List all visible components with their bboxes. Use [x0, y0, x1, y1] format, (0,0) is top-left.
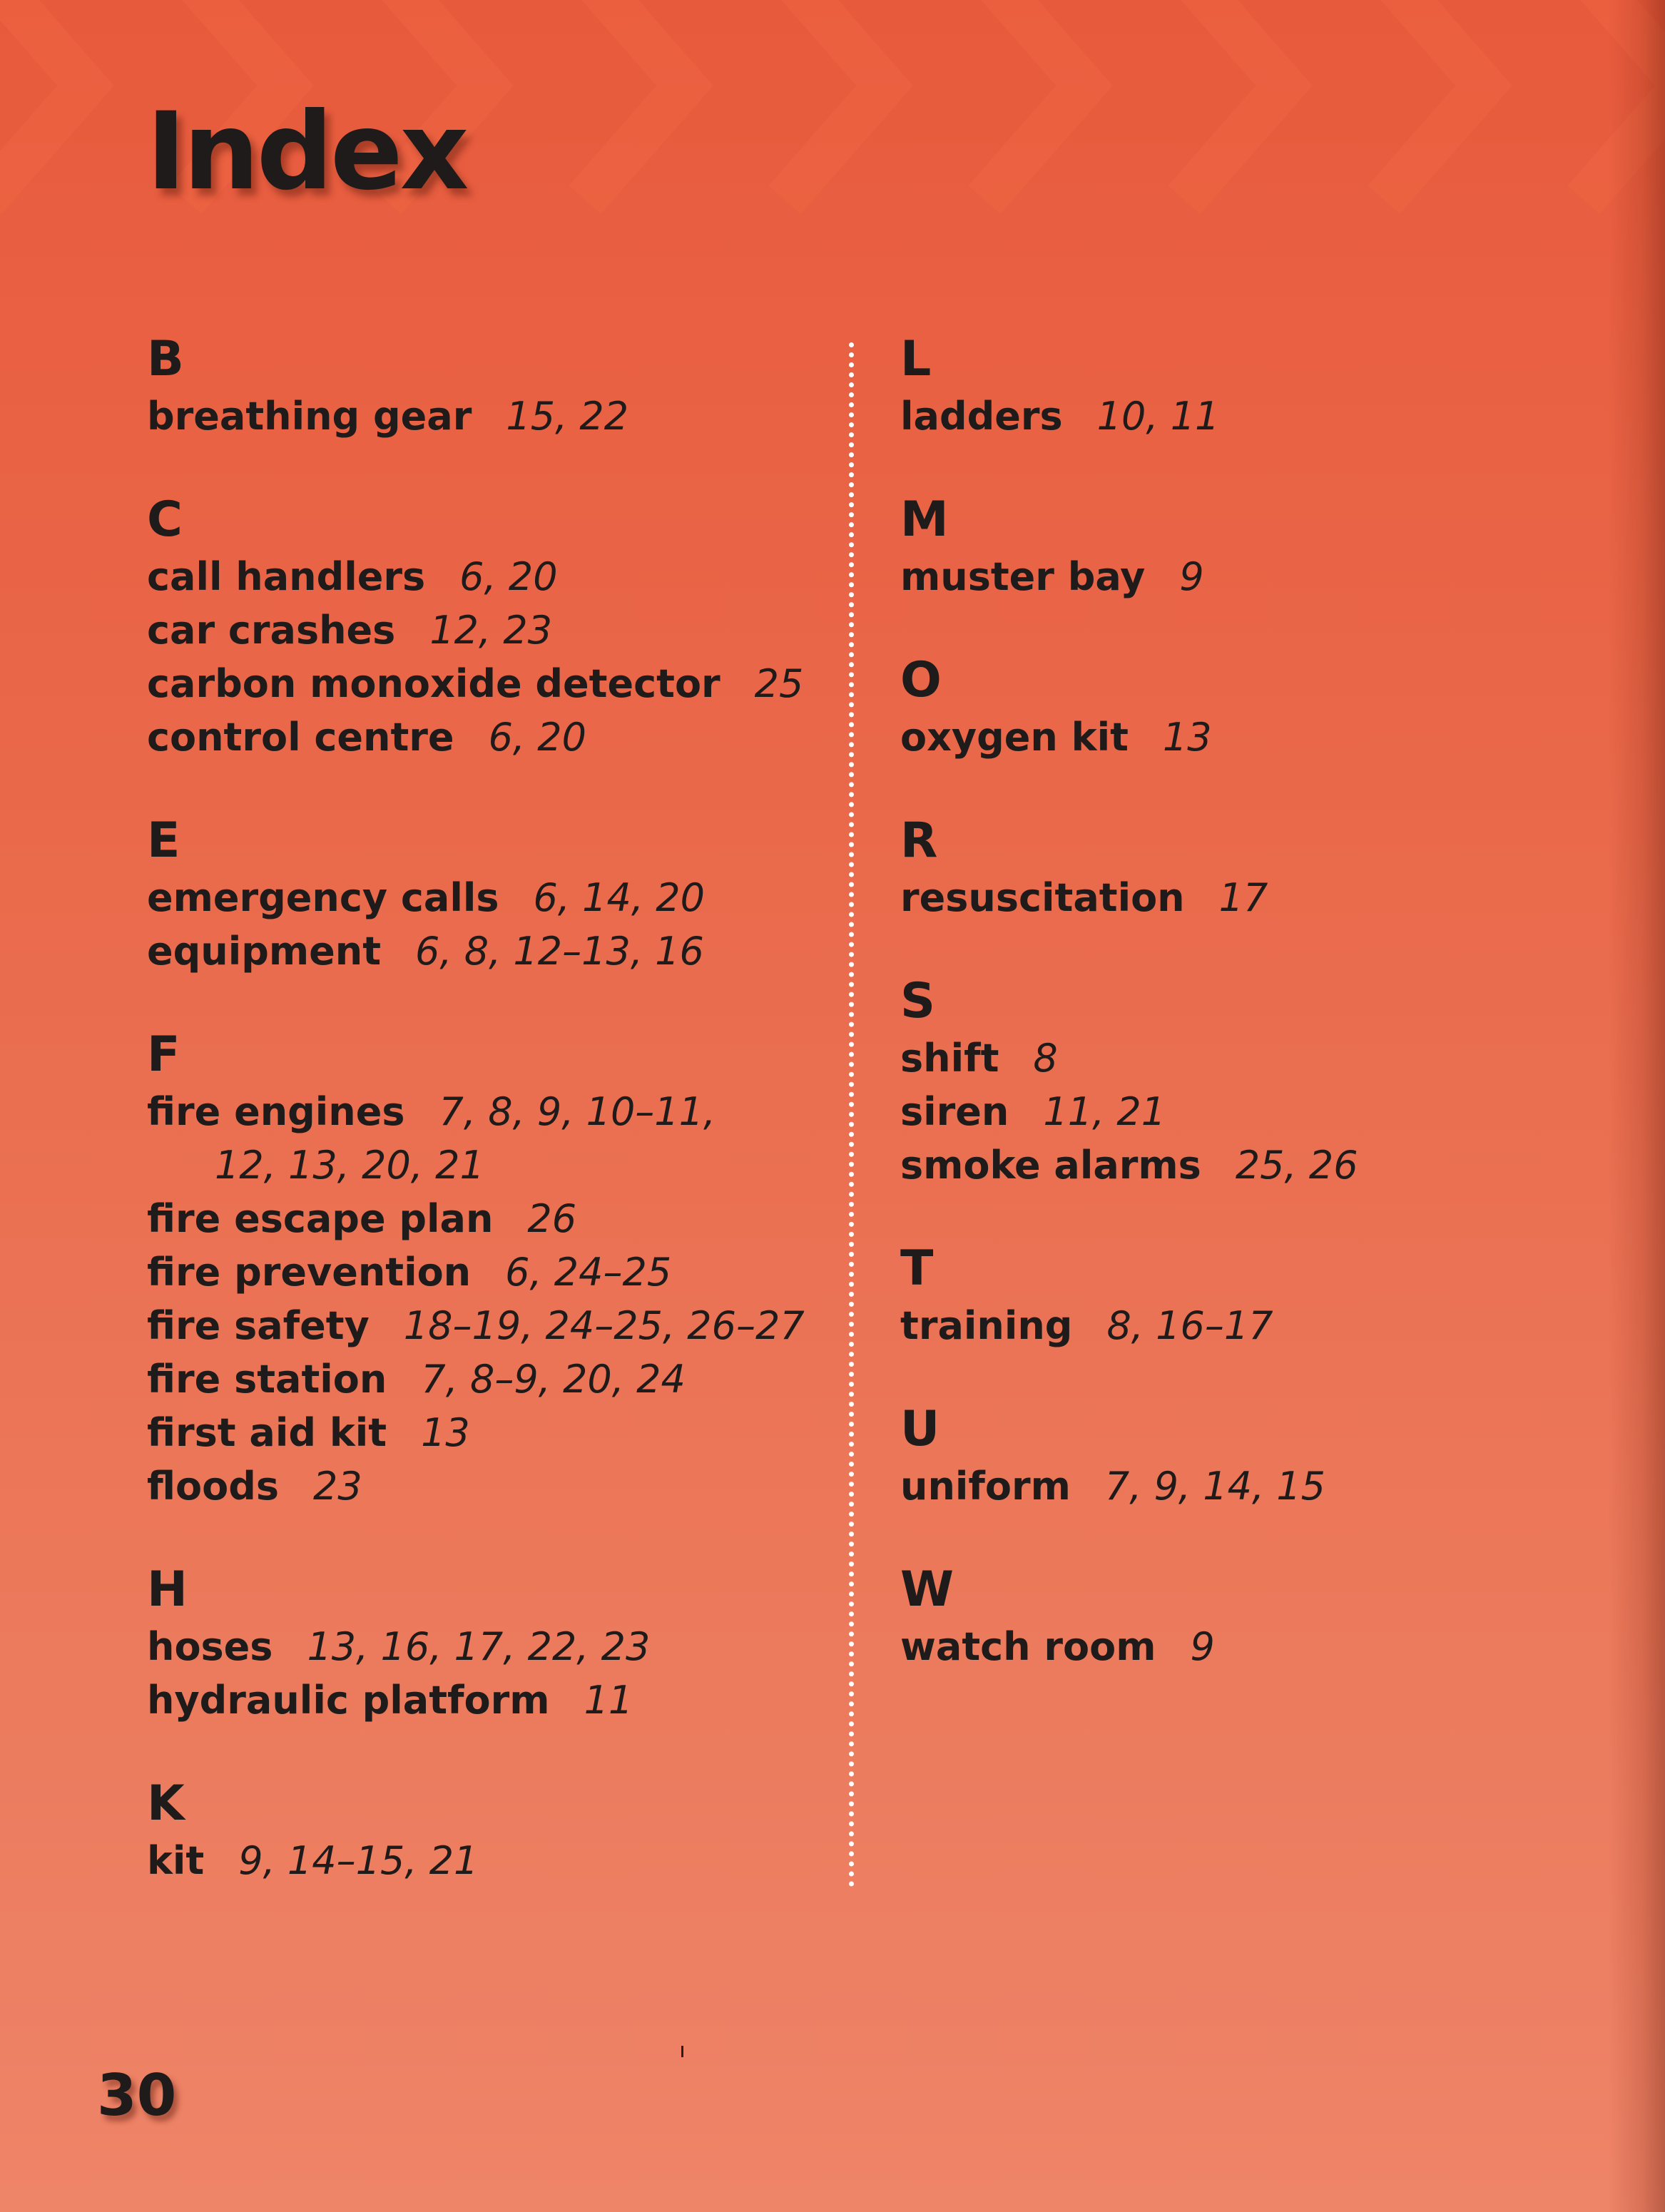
section-letter: H: [147, 1561, 188, 1618]
index-entry: [147, 657, 818, 710]
index-entry: [147, 1299, 818, 1352]
section-letter: B: [147, 331, 184, 387]
section-letter: F: [147, 1026, 180, 1083]
index-section-s: [900, 973, 1542, 1192]
index-pages: 15, 22: [506, 394, 629, 439]
index-pages: 6, 24–25: [505, 1250, 672, 1295]
index-term: breathing gear: [147, 394, 472, 439]
index-section-k: [147, 1775, 818, 1887]
index-entry: [147, 1406, 818, 1459]
index-term: floods: [147, 1464, 280, 1509]
page-edge-shadow: [1608, 0, 1665, 2212]
print-speck: [681, 2046, 683, 2057]
section-letter: L: [900, 331, 932, 387]
index-pages: 6, 14, 20: [533, 875, 705, 920]
index-entry: [147, 1834, 818, 1887]
index-pages: 7, 8, 9, 10–11,: [439, 1089, 716, 1134]
index-column-right: [900, 331, 1542, 1725]
index-entry: [900, 1085, 1542, 1138]
index-term: oxygen kit: [900, 715, 1129, 760]
index-term: equipment: [147, 929, 382, 974]
page-title: Index: [146, 90, 467, 214]
index-pages: 9, 14–15, 21: [238, 1838, 479, 1883]
section-letter: K: [147, 1775, 185, 1832]
index-section-m: [900, 491, 1542, 603]
index-entry: [147, 871, 818, 924]
index-term: carbon monoxide detector: [147, 661, 721, 706]
index-entry: [147, 710, 818, 764]
index-pages: 23: [313, 1464, 362, 1509]
index-section-w: [900, 1561, 1542, 1673]
index-section-r: [900, 812, 1542, 924]
index-entry: [147, 1673, 818, 1727]
index-term: car crashes: [147, 608, 396, 653]
section-letter: S: [900, 973, 935, 1029]
index-term: siren: [900, 1089, 1009, 1134]
index-entry: [147, 1192, 818, 1245]
index-pages: 9: [1179, 554, 1204, 599]
index-entry: [147, 389, 818, 443]
index-entry: [900, 389, 1542, 443]
index-section-b: [147, 331, 818, 443]
index-entry: [147, 550, 818, 603]
section-letter: E: [147, 812, 180, 869]
index-section-l: [900, 331, 1542, 443]
section-letter: U: [900, 1401, 940, 1457]
index-section-u: [900, 1401, 1542, 1513]
section-letter: W: [900, 1561, 954, 1618]
index-entry: [900, 1620, 1542, 1673]
index-pages: 8, 16–17: [1106, 1303, 1273, 1348]
section-letter: C: [147, 491, 183, 548]
page-number: 30: [97, 2062, 177, 2129]
index-pages: 13, 16, 17, 22, 23: [307, 1624, 651, 1669]
index-entry: [900, 1031, 1542, 1085]
index-term: kit: [147, 1838, 205, 1883]
index-pages: 25: [754, 661, 804, 706]
index-pages-continuation: 12, 13, 20, 21: [215, 1143, 484, 1188]
index-pages: 26: [527, 1196, 577, 1241]
index-pages: 9: [1190, 1624, 1215, 1669]
index-entry: [900, 871, 1542, 924]
index-term: fire escape plan: [147, 1196, 494, 1241]
index-term: muster bay: [900, 554, 1146, 599]
index-term: fire prevention: [147, 1250, 472, 1295]
index-term: fire safety: [147, 1303, 370, 1348]
index-column-left: [147, 331, 818, 1939]
index-pages: 10, 11: [1096, 394, 1220, 439]
index-term: fire engines: [147, 1089, 405, 1134]
section-letter: O: [900, 652, 942, 708]
index-term: ladders: [900, 394, 1063, 439]
index-section-c: [147, 491, 818, 764]
index-pages: 13: [421, 1410, 470, 1455]
index-term: smoke alarms: [900, 1143, 1201, 1188]
index-section-t: [900, 1240, 1542, 1352]
index-term: shift: [900, 1036, 999, 1081]
index-entry: [147, 603, 818, 657]
index-term: first aid kit: [147, 1410, 387, 1455]
index-pages: 17: [1218, 875, 1268, 920]
index-entry: [900, 1299, 1542, 1352]
index-entry: [147, 1085, 818, 1192]
index-pages: 11: [584, 1678, 633, 1723]
index-entry: [147, 1245, 818, 1299]
index-term: fire station: [147, 1357, 387, 1402]
index-term: training: [900, 1303, 1073, 1348]
index-entry: [900, 1459, 1542, 1513]
index-entry: [147, 1620, 818, 1673]
index-section-e: [147, 812, 818, 978]
index-term: uniform: [900, 1464, 1071, 1509]
index-entry: [900, 1138, 1542, 1192]
index-entry: [900, 710, 1542, 764]
index-pages: 11, 21: [1043, 1089, 1166, 1134]
index-pages: 25, 26: [1235, 1143, 1358, 1188]
index-entry: [900, 550, 1542, 603]
index-term: control centre: [147, 715, 454, 760]
index-pages: 6, 20: [488, 715, 586, 760]
index-pages: 12, 23: [429, 608, 553, 653]
index-section-h: [147, 1561, 818, 1727]
section-letter: T: [900, 1240, 934, 1297]
index-pages: 6, 20: [459, 554, 558, 599]
index-pages: 13: [1162, 715, 1212, 760]
index-term: hoses: [147, 1624, 273, 1669]
column-divider: [849, 342, 854, 1887]
section-letter: M: [900, 491, 949, 548]
index-term: call handlers: [147, 554, 426, 599]
index-pages: 8: [1033, 1036, 1058, 1081]
index-entry: [147, 1352, 818, 1406]
index-term: hydraulic platform: [147, 1678, 550, 1723]
index-term: resuscitation: [900, 875, 1185, 920]
index-term: emergency calls: [147, 875, 499, 920]
index-entry: [147, 1459, 818, 1513]
index-pages: 7, 9, 14, 15: [1104, 1464, 1326, 1509]
section-letter: R: [900, 812, 938, 869]
index-section-o: [900, 652, 1542, 764]
index-pages: 7, 8–9, 20, 24: [421, 1357, 686, 1402]
index-section-f: [147, 1026, 818, 1513]
index-entry: [147, 924, 818, 978]
index-pages: 6, 8, 12–13, 16: [415, 929, 704, 974]
index-term: watch room: [900, 1624, 1156, 1669]
index-pages: 18–19, 24–25, 26–27: [403, 1303, 805, 1348]
